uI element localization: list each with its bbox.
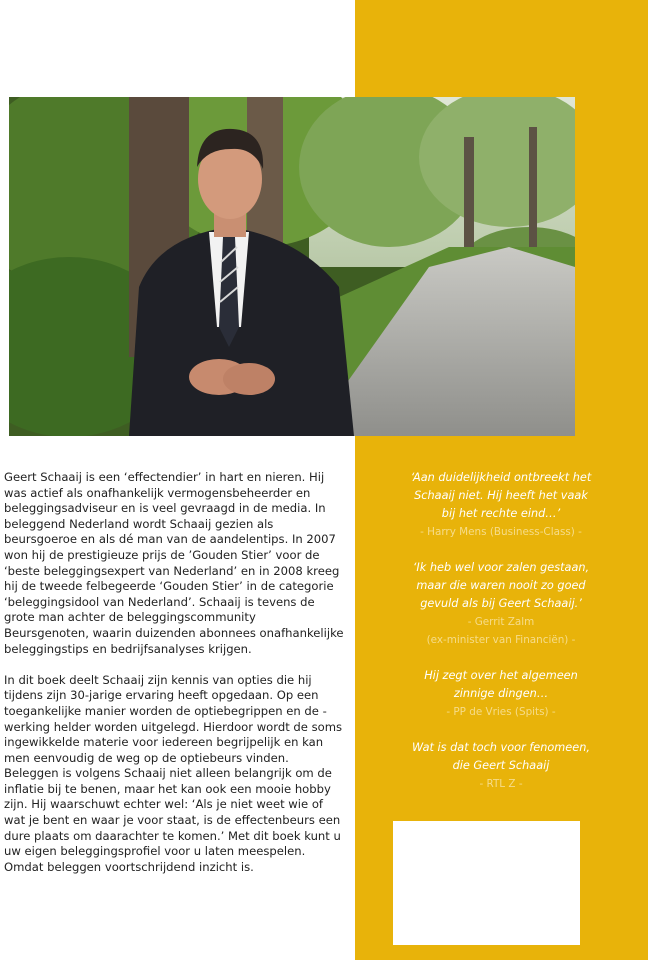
- quote-line: Schaaij niet. Hij heeft het vaak: [414, 489, 588, 502]
- quote-line: Hij zegt over het algemeen: [424, 669, 578, 682]
- review-quote: [370, 559, 632, 649]
- review-quotes: [370, 469, 632, 811]
- author-photo: [9, 97, 575, 436]
- quote-line: bij het rechte eind…’: [441, 507, 561, 520]
- quote-line: ‘Ik heb wel voor zalen gestaan,: [412, 561, 590, 574]
- quote-line: ‘Aan duidelijkheid ontbreekt het: [410, 471, 592, 484]
- bio-paragraph-1: Geert Schaaij is een ‘effectendier’ in hart en nieren. Hij was actief als onafhankelijk vermogensbeheerder en beleggingsadviseur en is veel gevraagd in de media. In beleggend Nederland wordt Schaaij gezien als beursgoeroe en als dé man van de aandelentips. In 2007 won hij de prestigieuze prijs de ’Gouden Stier’ voor de ‘beste beleggingsexpert van Nederland’ en in 2008 kreeg hij de tweede felbegeerde ‘Gouden Stier’ in de categorie ‘beleggingsidool van Nederland’. Schaaij is tevens de grote man achter de beleggingscommunity Beursgenoten, waarin duizenden abonnees onafhankelijke beleggingstips en bedrijfsanalyses krijgen.: [4, 470, 344, 656]
- author-photo-illustration: [9, 97, 575, 436]
- review-quote: [370, 667, 632, 721]
- quote-line: maar die waren nooit zo goed: [416, 579, 586, 592]
- quote-line: Wat is dat toch voor fenomeen,: [412, 741, 590, 754]
- quote-source: - Harry Mens (Business-Class) -: [420, 526, 582, 538]
- quote-source: - PP de Vries (Spits) -: [446, 706, 556, 718]
- quote-source: - RTL Z -: [479, 778, 523, 790]
- review-quote: [370, 469, 632, 541]
- review-quote: [370, 739, 632, 793]
- quote-source: (ex-minister van Financiën) -: [426, 634, 576, 646]
- quote-line: zinnige dingen…: [453, 687, 549, 700]
- author-biography: [4, 470, 344, 875]
- bio-paragraph-2: In dit boek deelt Schaaij zijn kennis van opties die hij tijdens zijn 30-jarige ervaring heeft opgedaan. Op een toegankelijke manier worden de optiebegrippen en de -werking helder worden uitgelegd. Hierdoor wordt de soms ingewikkelde materie voor iedereen begrijpelijk en kan men eenvoudig de weg op de optiebeurs vinden.: [4, 672, 343, 765]
- quote-line: gevuld als bij Geert Schaaij.’: [420, 597, 582, 610]
- quote-line: die Geert Schaaij: [452, 759, 550, 772]
- bio-paragraph-3: Beleggen is volgens Schaaij niet alleen belangrijk om de inflatie bij te benen, maar het kan ook een mooie hobby zijn. Hij waarschuwt echter wel: ‘Als je niet weet wie of wat je bent en waar je voor staat, is de effectenbeurs een dure plaats om daarachter te komen.’ Met dit boek kunt u uw eigen beleggingsprofiel voor u laten meespelen. Omdat beleggen voortschrijdend inzicht is.: [4, 766, 341, 874]
- quote-source: - Gerrit Zalm: [467, 616, 535, 628]
- barcode-placeholder-box: [393, 821, 580, 945]
